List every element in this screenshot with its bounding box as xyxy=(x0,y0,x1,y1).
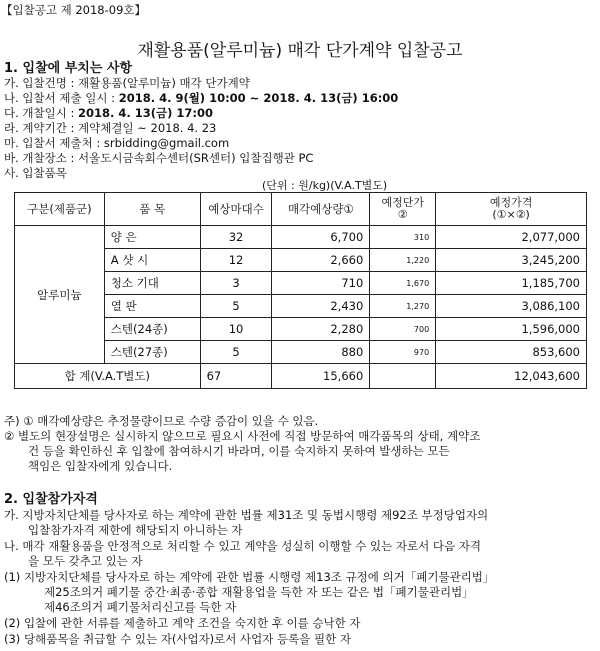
info-line-submit: 나. 입찰서 제출 일시 : 2018. 4. 9(월) 10:00 ~ 2018. 4. 13(금) 16:00 xyxy=(4,91,399,105)
note-1: 주) ① 매각예상량은 추정물량이므로 수량 증감이 있을 수 있음. xyxy=(4,414,319,428)
page-title: 재활용품(알루미늄) 매각 단가계약 입찰공고 xyxy=(137,41,463,61)
section2-heading: 2. 입찰참가자격 xyxy=(4,492,98,507)
info-line-name: 가. 입찰건명 : 재활용품(알루미늄) 매각 단가계약 xyxy=(4,76,250,90)
row-amount: 1,185,700 xyxy=(436,272,587,295)
row-price: 2,660 xyxy=(272,249,370,272)
qual-line: (1) 지방자치단체를 당사자로 하는 계약에 관한 법률 시행령 제13조 규정에 의거「폐기물관리법」 xyxy=(4,570,495,584)
row-price: 2,280 xyxy=(272,318,370,341)
header-amount: 예정가격 (①×②) xyxy=(436,193,587,226)
info-line-opening: 다. 개찰일시 : 2018. 4. 13(금) 17:00 xyxy=(4,106,214,120)
header-category: 구분(제품군) xyxy=(15,193,105,226)
row-price: 710 xyxy=(272,272,370,295)
total-row xyxy=(15,364,587,389)
info-line-place: 바. 개찰장소 : 서울도시금속회수센터(SR센터) 입찰집행관 PC xyxy=(4,151,314,165)
row-amount: 2,077,000 xyxy=(436,226,587,249)
row-unit: 1,670 xyxy=(370,272,436,295)
row-unit: 1,220 xyxy=(370,249,436,272)
qual-line: (3) 당해품목을 취급할 수 있는 자(사업자)로서 사업자 등록을 필한 자 xyxy=(4,632,351,646)
row-item: A 샷 시 xyxy=(104,249,200,272)
row-price: 6,700 xyxy=(272,226,370,249)
row-unit: 310 xyxy=(370,226,436,249)
row-amount: 853,600 xyxy=(436,341,587,364)
info-line-email: 마. 입찰서 제출처 : srbidding@gmail.com xyxy=(4,136,230,150)
row-unit: 1,270 xyxy=(370,295,436,318)
row-unit: 700 xyxy=(370,318,436,341)
header-item: 품 목 xyxy=(104,193,200,226)
row-amount: 3,086,100 xyxy=(436,295,587,318)
unit-note: (단위 : 원/kg)(V.A.T별도) xyxy=(262,179,388,192)
total-unit-empty xyxy=(370,364,436,389)
row-amount: 1,596,000 xyxy=(436,318,587,341)
table-header-row xyxy=(15,193,587,226)
header-price: 매각예상량① xyxy=(272,193,370,226)
qual-line: 을 모두 갖추고 있는 자 xyxy=(28,554,143,568)
qual-line: 제25조의거 폐기물 중간·최종·종합 재활용업을 득한 자 또는 같은 법「폐기물관리법」 xyxy=(44,585,474,599)
row-item: 양 은 xyxy=(104,226,200,249)
notice-number: 【입찰공고 제 2018-09호】 xyxy=(1,3,147,17)
category-cell: 알루미늄 xyxy=(15,226,105,364)
items-table xyxy=(14,192,587,389)
row-qty: 5 xyxy=(200,341,272,364)
total-price: 15,660 xyxy=(272,364,370,389)
row-qty: 10 xyxy=(200,318,272,341)
row-qty: 3 xyxy=(200,272,272,295)
row-price: 2,430 xyxy=(272,295,370,318)
qual-line: 나. 매각 재활용품을 안정적으로 처리할 수 있고 계약을 성실히 이행할 수 있는 자로서 다음 자격 xyxy=(4,539,481,553)
row-item: 청소 기대 xyxy=(104,272,200,295)
total-label: 합 계(V.A.T별도) xyxy=(15,364,201,389)
info-line-period: 라. 계약기간 : 계약체결일 ~ 2018. 4. 23 xyxy=(4,121,217,135)
header-unit-price: 예정단가 ② xyxy=(370,193,436,226)
table-row xyxy=(15,226,587,249)
header-qty: 예상마대수 xyxy=(200,193,272,226)
row-qty: 5 xyxy=(200,295,272,318)
row-price: 880 xyxy=(272,341,370,364)
row-unit: 970 xyxy=(370,341,436,364)
note-2-cont2: 책임은 입찰자에게 있습니다. xyxy=(28,459,173,473)
qual-line: 입찰참가자격 제한에 해당되지 아니하는 자 xyxy=(28,523,243,537)
total-amount: 12,043,600 xyxy=(436,364,587,389)
total-qty: 67 xyxy=(200,364,272,389)
section1-heading: 1. 입찰에 부치는 사항 xyxy=(4,61,133,76)
email-link[interactable]: srbidding@gmail.com xyxy=(103,136,230,150)
row-item: 스텐(24종) xyxy=(104,318,200,341)
note-2: ② 별도의 현장설명은 실시하지 않으므로 필요시 사전에 직접 방문하여 매각품목의 상태, 계약조 xyxy=(4,429,481,443)
row-qty: 12 xyxy=(200,249,272,272)
row-qty: 32 xyxy=(200,226,272,249)
row-item: 열 판 xyxy=(104,295,200,318)
row-item: 스텐(27종) xyxy=(104,341,200,364)
info-line-items: 사. 입찰품목 xyxy=(4,166,67,180)
qual-line: (2) 입찰에 관한 서류를 제출하고 계약 조건을 숙지한 후 이를 승낙한 자 xyxy=(4,616,361,630)
row-amount: 3,245,200 xyxy=(436,249,587,272)
note-2-cont: 건 등을 확인하신 후 입찰에 참여하시기 바라며, 이를 숙지하지 못하여 발생하는 모든 xyxy=(28,444,450,458)
qual-line: 제46조의거 폐기물처리신고를 득한 자 xyxy=(44,600,237,614)
qual-line: 가. 지방자치단체를 당사자로 하는 계약에 관한 법률 제31조 및 동법시행령 제92조 부정당업자의 xyxy=(4,508,489,522)
